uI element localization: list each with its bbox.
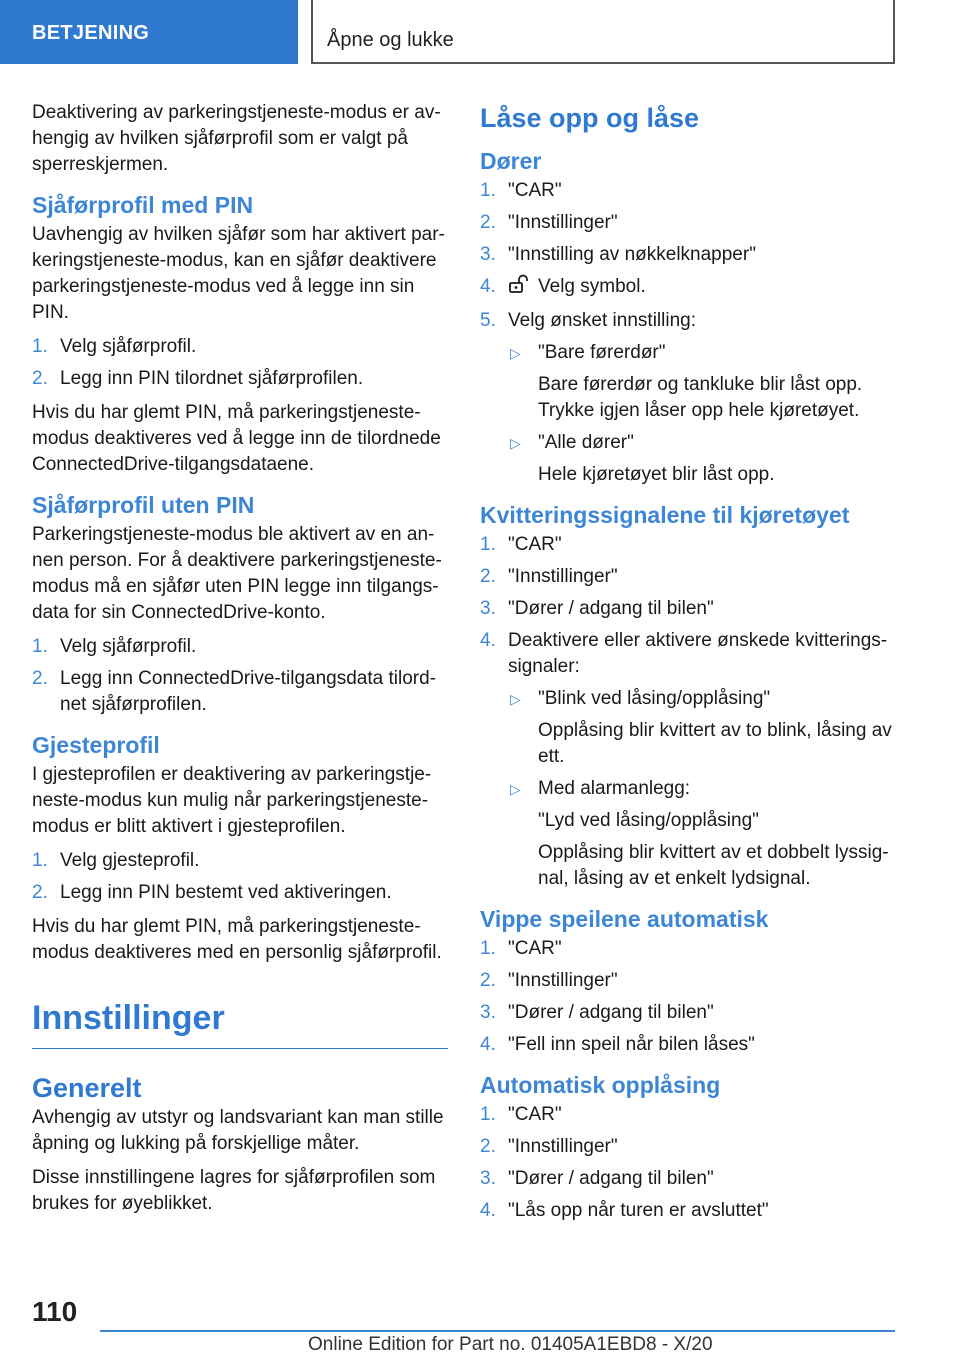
pin-profile-text: Uavhengig av hvilken sjåfør som har aktivert par-keringstjeneste-modus, kan en sjåfør deaktivere parkeringstjeneste-modus ved å legge inn sin PIN. (32, 224, 445, 323)
list-item: 1. Velg gjesteprofil. (32, 848, 448, 874)
option-item: ▷ Med alarmanlegg: "Lyd ved låsing/opplåsing" Opplåsing blir kvittert av et dobbelt lyssig-nal, låsing av et enkelt lydsignal. (510, 778, 889, 889)
edition-footer: Online Edition for Part no. 01405A1EBD8 - X/20 (308, 1334, 713, 1355)
step-number: 1. (480, 180, 496, 201)
ack-signals-heading: Kvitteringssignalene til kjøretøyet (480, 502, 850, 528)
lock-unlock-heading: Låse opp og låse (480, 103, 700, 133)
intro-paragraph: Deaktivering av parkeringstjeneste-modus er av-hengig av hvilken sjåførprofil som er valgt på sperreskjermen. (32, 102, 441, 175)
step-number: 2. (32, 368, 48, 389)
list-item: 2. Legg inn PIN bestemt ved aktiveringen. (32, 880, 448, 906)
list-item: 4. "Lås opp når turen er avsluttet" (480, 1198, 896, 1224)
triangle-bullet-icon: ▷ (510, 691, 521, 707)
list-item: 3. "Dører / adgang til bilen" (480, 596, 896, 622)
list-item: 2. "Innstillinger" (480, 210, 896, 236)
step-number: 4. (480, 1034, 496, 1055)
step-number: 2. (480, 970, 496, 991)
list-item: 1. "CAR" (480, 532, 896, 558)
doors-steps-list (480, 178, 896, 488)
triangle-bullet-icon: ▷ (510, 345, 521, 361)
option-item: ▷ "Alle dører" Hele kjøretøyet blir låst opp. (510, 432, 775, 485)
pin-profile-heading: Sjåførprofil med PIN (32, 192, 254, 218)
list-item: 2. "Innstillinger" (480, 1134, 896, 1160)
unlock-icon (508, 274, 530, 302)
list-item: 1. "CAR" (480, 936, 896, 962)
ack-options-list (508, 686, 896, 892)
step-number: 2. (32, 668, 48, 689)
nopin-profile-text: Parkeringstjeneste-modus ble aktivert av en an-nen person. For å deaktivere parkeringstjeneste-modus må en sjåfør uten PIN legge inn tilgangs-data for sin ConnectedDrive-konto. (32, 524, 442, 623)
nopin-profile-heading: Sjåførprofil uten PIN (32, 492, 255, 518)
footer-divider (100, 1330, 895, 1332)
section-tab: BETJENING (0, 0, 298, 64)
guest-profile-heading: Gjesteprofil (32, 732, 160, 758)
mirror-heading: Vippe speilene automatisk (480, 906, 769, 932)
option-item: ▷ "Blink ved låsing/opplåsing" Opplåsing blir kvittert av to blink, låsing av ett. (510, 688, 892, 767)
step-number: 3. (480, 1168, 496, 1189)
list-item: 3. "Innstilling av nøkkelknapper" (480, 242, 896, 268)
step-number: 1. (32, 336, 48, 357)
auto-unlock-heading: Automatisk opplåsing (480, 1072, 721, 1098)
list-item: 1. "CAR" (480, 178, 896, 204)
list-item: 4. "Fell inn speil når bilen låses" (480, 1032, 896, 1058)
pin-note: Hvis du har glemt PIN, må parkeringstjeneste-modus deaktiveres ved å legge inn de tilordnede ConnectedDrive-tilgangsdataene. (32, 402, 441, 475)
doors-heading: Dører (480, 148, 542, 174)
step-number: 2. (480, 212, 496, 233)
general-text-2: Disse innstillingene lagres for sjåførprofilen som brukes for øyeblikket. (32, 1167, 436, 1214)
auto-steps-list (480, 1102, 896, 1224)
triangle-bullet-icon: ▷ (510, 781, 521, 797)
step-number: 3. (480, 598, 496, 619)
list-item: 4. Deaktivere eller aktivere ønskede kvitterings-signaler: ▷ "Blink ved låsing/opplåsing" Opplåsing blir kvittert av to blink, låsing av ett. ▷ Med alarmanlegg: "Lyd ved låsing/opplåsing" Opplåsing blir kvittert av et dobbelt lyssig-nal, låsing av et enkelt lydsignal. (480, 628, 896, 892)
list-item: 3. "Dører / adgang til bilen" (480, 1000, 896, 1026)
step-number: 2. (480, 566, 496, 587)
step-number: 3. (480, 1002, 496, 1023)
step-number: 1. (32, 636, 48, 657)
guest-profile-text: I gjesteprofilen er deaktivering av parkeringstje-neste-modus kun mulig når parkeringstjeneste-modus er blitt aktivert i gjesteprofilen. (32, 764, 432, 837)
list-item: 2. Legg inn PIN tilordnet sjåførprofilen. (32, 366, 448, 392)
step-number: 1. (480, 1104, 496, 1125)
general-text-1: Avhengig av utstyr og landsvariant kan man stille åpning og lukking på forskjellige måter. (32, 1107, 444, 1154)
step-number: 3. (480, 244, 496, 265)
option-item: ▷ "Bare førerdør" Bare førerdør og tankluke blir låst opp. Trykke igjen låser opp hele kjøretøyet. (510, 342, 863, 421)
list-item: 4. Velg symbol. (480, 274, 896, 302)
doors-options-list (508, 340, 896, 488)
chapter-title: Åpne og lukke (311, 0, 895, 64)
list-item: 2. Legg inn ConnectedDrive-tilgangsdata tilord-net sjåførprofilen. (32, 668, 437, 715)
ack-steps-list (480, 532, 896, 892)
left-column (32, 100, 448, 1225)
guest-steps-list (32, 848, 448, 906)
step-number: 1. (480, 534, 496, 555)
page-number: 110 (32, 1296, 78, 1327)
list-item: 2. "Innstillinger" (480, 564, 896, 590)
triangle-bullet-icon: ▷ (510, 435, 521, 451)
pin-steps-list (32, 334, 448, 392)
list-item: 1. Velg sjåførprofil. (32, 334, 448, 360)
list-item: 3. "Dører / adgang til bilen" (480, 1166, 896, 1192)
list-item: 2. "Innstillinger" (480, 968, 896, 994)
guest-note: Hvis du har glemt PIN, må parkeringstjeneste-modus deaktiveres med en personlig sjåførprofil. (32, 916, 442, 963)
list-item: 1. "CAR" (480, 1102, 896, 1128)
step-number: 4. (480, 1200, 496, 1221)
step-number: 4. (480, 276, 496, 297)
general-heading: Generelt (32, 1073, 142, 1103)
nopin-steps-list (32, 634, 448, 718)
page-header (0, 0, 960, 66)
list-item: 1. Velg sjåførprofil. (32, 634, 448, 660)
step-number: 1. (32, 850, 48, 871)
step-number: 4. (480, 630, 496, 651)
list-item: 5. Velg ønsket innstilling: ▷ "Bare førerdør" Bare førerdør og tankluke blir låst opp. Trykke igjen låser opp hele kjøretøyet. ▷ "Alle dører" Hele kjøretøyet blir låst opp. (480, 308, 896, 488)
mirror-steps-list (480, 936, 896, 1058)
step-number: 2. (32, 882, 48, 903)
settings-heading: Innstillinger (32, 996, 448, 1049)
step-number: 2. (480, 1136, 496, 1157)
step-number: 1. (480, 938, 496, 959)
step-number: 5. (480, 310, 496, 331)
right-column (480, 100, 896, 1232)
